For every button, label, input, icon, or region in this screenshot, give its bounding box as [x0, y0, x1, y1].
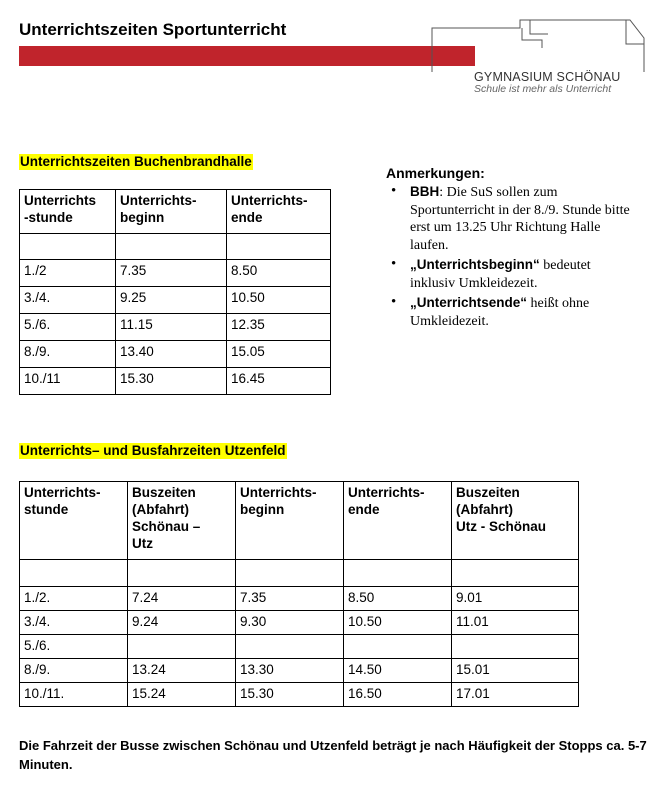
- school-building-logo-icon: [430, 18, 645, 72]
- table-cell: 7.35: [116, 260, 227, 287]
- header-cell-lesson: Unterrichts- stunde: [20, 482, 128, 560]
- table-cell: 7.24: [128, 587, 236, 611]
- table-cell: 10.50: [227, 287, 331, 314]
- section-heading-utzenfeld: Unterrichts– und Busfahrzeiten Utzenfeld: [20, 443, 286, 458]
- header-red-bar: [19, 46, 475, 66]
- note-term: „Unterrichtsende“: [410, 295, 528, 310]
- table-cell: [227, 234, 331, 260]
- header-cell-bus-to-utz: Buszeiten (Abfahrt) Schönau – Utz: [128, 482, 236, 560]
- footer-note: Die Fahrzeit der Busse zwischen Schönau und Utzenfeld beträgt je nach Häufigkeit der Stopps ca. 5-7 Minuten.: [19, 738, 647, 772]
- header-cell-bus-to-schoenau: Buszeiten (Abfahrt) Utz - Schönau: [452, 482, 579, 560]
- table-cell: [452, 635, 579, 659]
- note-item: [410, 294, 636, 330]
- table-cell: 16.50: [344, 683, 452, 707]
- table-cell: 9.01: [452, 587, 579, 611]
- table-row: [20, 560, 579, 587]
- table-cell: [344, 635, 452, 659]
- table-cell: [236, 635, 344, 659]
- table-row: [20, 587, 579, 611]
- table-cell: 11.15: [116, 314, 227, 341]
- table-cell: 15.30: [116, 368, 227, 395]
- table-cell: [236, 560, 344, 587]
- note-text: bedeutet inklusiv Umkleidezeit.: [410, 258, 591, 291]
- table-cell: 9.25: [116, 287, 227, 314]
- table-cell: 1./2.: [20, 587, 128, 611]
- table-cell: 1./2: [20, 260, 116, 287]
- header-cell-start: Unterrichts- beginn: [236, 482, 344, 560]
- table-row: [20, 234, 331, 260]
- table-cell: 13.40: [116, 341, 227, 368]
- table-cell: [128, 635, 236, 659]
- note-term: „Unterrichtsbeginn“: [410, 257, 540, 272]
- table-cell: 16.45: [227, 368, 331, 395]
- table-row: [20, 368, 331, 395]
- table-cell: 3./4.: [20, 287, 116, 314]
- table-cell: 5./6.: [20, 635, 128, 659]
- table-cell: [116, 234, 227, 260]
- table-cell: [344, 560, 452, 587]
- note-text: : Die SuS sollen zum Sportunterricht in der 8./9. Stunde bitte erst um 13.25 Uhr Richtung Halle laufen.: [410, 185, 630, 253]
- table-cell: [452, 560, 579, 587]
- table-cell: [20, 234, 116, 260]
- document-title: Unterrichtszeiten Sportunterricht: [19, 20, 287, 39]
- table-cell: 8./9.: [20, 659, 128, 683]
- table-cell: 15.30: [236, 683, 344, 707]
- school-slogan: Schule ist mehr als Unterricht: [474, 83, 612, 95]
- table-cell: 17.01: [452, 683, 579, 707]
- header-cell-start: Unterrichts- beginn: [116, 190, 227, 234]
- table-row: [20, 683, 579, 707]
- table-cell: 15.01: [452, 659, 579, 683]
- table-row: [20, 635, 579, 659]
- notes-list: [386, 183, 636, 330]
- table-header-row: [20, 482, 579, 560]
- table-cell: 3./4.: [20, 611, 128, 635]
- table-cell: 8.50: [344, 587, 452, 611]
- notes-box: [386, 165, 636, 332]
- note-item: [410, 256, 636, 292]
- header-cell-end: Unterrichts- ende: [344, 482, 452, 560]
- table-cell: 8.50: [227, 260, 331, 287]
- notes-title: Anmerkungen:: [386, 165, 485, 181]
- table-cell: 12.35: [227, 314, 331, 341]
- table-cell: 9.30: [236, 611, 344, 635]
- table-cell: 11.01: [452, 611, 579, 635]
- table-cell: 15.05: [227, 341, 331, 368]
- note-term: BBH: [410, 184, 440, 199]
- table-cell: 15.24: [128, 683, 236, 707]
- table-cell: 9.24: [128, 611, 236, 635]
- table-cell: 13.30: [236, 659, 344, 683]
- table-cell: [20, 560, 128, 587]
- table-row: [20, 287, 331, 314]
- header-cell-end: Unterrichts- ende: [227, 190, 331, 234]
- schedule-table-utzenfeld: [19, 481, 579, 707]
- note-text: heißt ohne Umkleidezeit.: [410, 296, 590, 329]
- table-cell: 5./6.: [20, 314, 116, 341]
- table-cell: [128, 560, 236, 587]
- school-name: GYMNASIUM SCHÖNAU: [474, 70, 621, 84]
- table-header-row: [20, 190, 331, 234]
- table-cell: 13.24: [128, 659, 236, 683]
- table-row: [20, 260, 331, 287]
- table-row: [20, 659, 579, 683]
- header-cell-lesson: Unterrichts -stunde: [20, 190, 116, 234]
- table-cell: 8./9.: [20, 341, 116, 368]
- schedule-table-buchenbrandhalle: [19, 189, 331, 395]
- table-cell: 10./11.: [20, 683, 128, 707]
- note-item: [410, 183, 636, 254]
- table-row: [20, 611, 579, 635]
- table-cell: 14.50: [344, 659, 452, 683]
- table-row: [20, 341, 331, 368]
- table-row: [20, 314, 331, 341]
- section-heading-buchenbrandhalle: Unterrichtszeiten Buchenbrandhalle: [20, 154, 252, 169]
- table-cell: 7.35: [236, 587, 344, 611]
- table-cell: 10./11: [20, 368, 116, 395]
- table-cell: 10.50: [344, 611, 452, 635]
